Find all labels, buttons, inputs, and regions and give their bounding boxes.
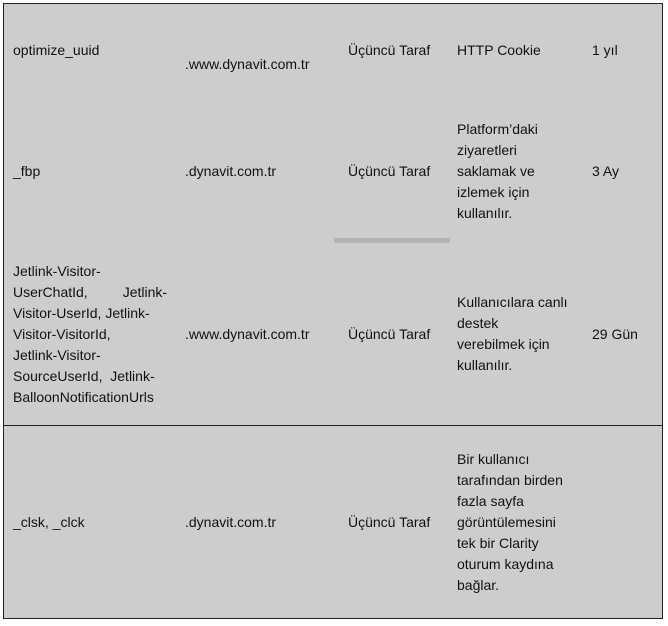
purpose-line: kullanılır. bbox=[457, 205, 513, 221]
purpose-line: kullanılır. bbox=[457, 357, 513, 373]
name-line: BalloonNotificationUrls bbox=[13, 388, 154, 405]
cookie-duration: 29 Gün bbox=[592, 325, 638, 342]
purpose-line: tek bir Clarity bbox=[457, 535, 539, 551]
name-line: Visitor-VisitorId, bbox=[13, 325, 111, 342]
name-line: SourceUserId, Jetlink- bbox=[13, 367, 155, 384]
cookie-purpose bbox=[457, 100, 583, 243]
purpose-line: saklamak ve bbox=[457, 163, 535, 179]
cookie-purpose: HTTP Cookie bbox=[457, 41, 541, 58]
purpose-line: Platform’daki bbox=[457, 121, 538, 137]
cookie-name: _clsk, _clck bbox=[13, 514, 85, 530]
purpose-line: görüntülemesini bbox=[457, 514, 556, 530]
cookie-type: Üçüncü Taraf bbox=[348, 41, 431, 58]
purpose-line: bağlar. bbox=[457, 577, 500, 593]
table-row bbox=[4, 425, 662, 619]
cookie-table bbox=[3, 3, 663, 619]
name-line: Jetlink-Visitor- bbox=[13, 262, 101, 279]
cookie-domain: .dynavit.com.tr bbox=[185, 514, 277, 530]
cookie-name bbox=[13, 243, 173, 425]
cookie-type: Üçüncü Taraf bbox=[348, 325, 431, 342]
name-line: UserChatId, Jetlink- bbox=[13, 283, 168, 300]
cookie-duration: 1 yıl bbox=[592, 41, 618, 58]
cookie-duration bbox=[592, 426, 658, 619]
table-row bbox=[4, 4, 662, 100]
cookie-domain: .www.dynavit.com.tr bbox=[185, 325, 310, 342]
table-row bbox=[4, 100, 662, 243]
cookie-name: optimize_uuid bbox=[13, 41, 100, 58]
cookie-domain: .dynavit.com.tr bbox=[185, 163, 277, 179]
purpose-line: Kullanıcılara canlı bbox=[457, 294, 568, 310]
cookie-domain: .www.dynavit.com.tr bbox=[185, 55, 310, 72]
cookie-purpose bbox=[457, 426, 583, 619]
purpose-line: destek bbox=[457, 315, 499, 331]
purpose-line: tarafından birden bbox=[457, 472, 563, 488]
purpose-line: izlemek için bbox=[457, 184, 530, 200]
table-row bbox=[4, 243, 662, 425]
purpose-line: fazla sayfa bbox=[457, 493, 524, 509]
name-line: Jetlink-Visitor- bbox=[13, 346, 101, 363]
cookie-duration: 3 Ay bbox=[592, 163, 619, 179]
purpose-line: Bir kullanıcı bbox=[457, 451, 530, 467]
cookie-purpose bbox=[457, 243, 583, 425]
purpose-line: verebilmek için bbox=[457, 336, 550, 352]
name-line: Visitor-UserId, Jetlink- bbox=[13, 304, 150, 321]
cookie-type: Üçüncü Taraf bbox=[348, 163, 431, 179]
cookie-type: Üçüncü Taraf bbox=[348, 514, 431, 530]
cookie-name: _fbp bbox=[13, 163, 41, 179]
purpose-line: ziyaretleri bbox=[457, 142, 517, 158]
purpose-line: oturum kaydına bbox=[457, 556, 554, 572]
